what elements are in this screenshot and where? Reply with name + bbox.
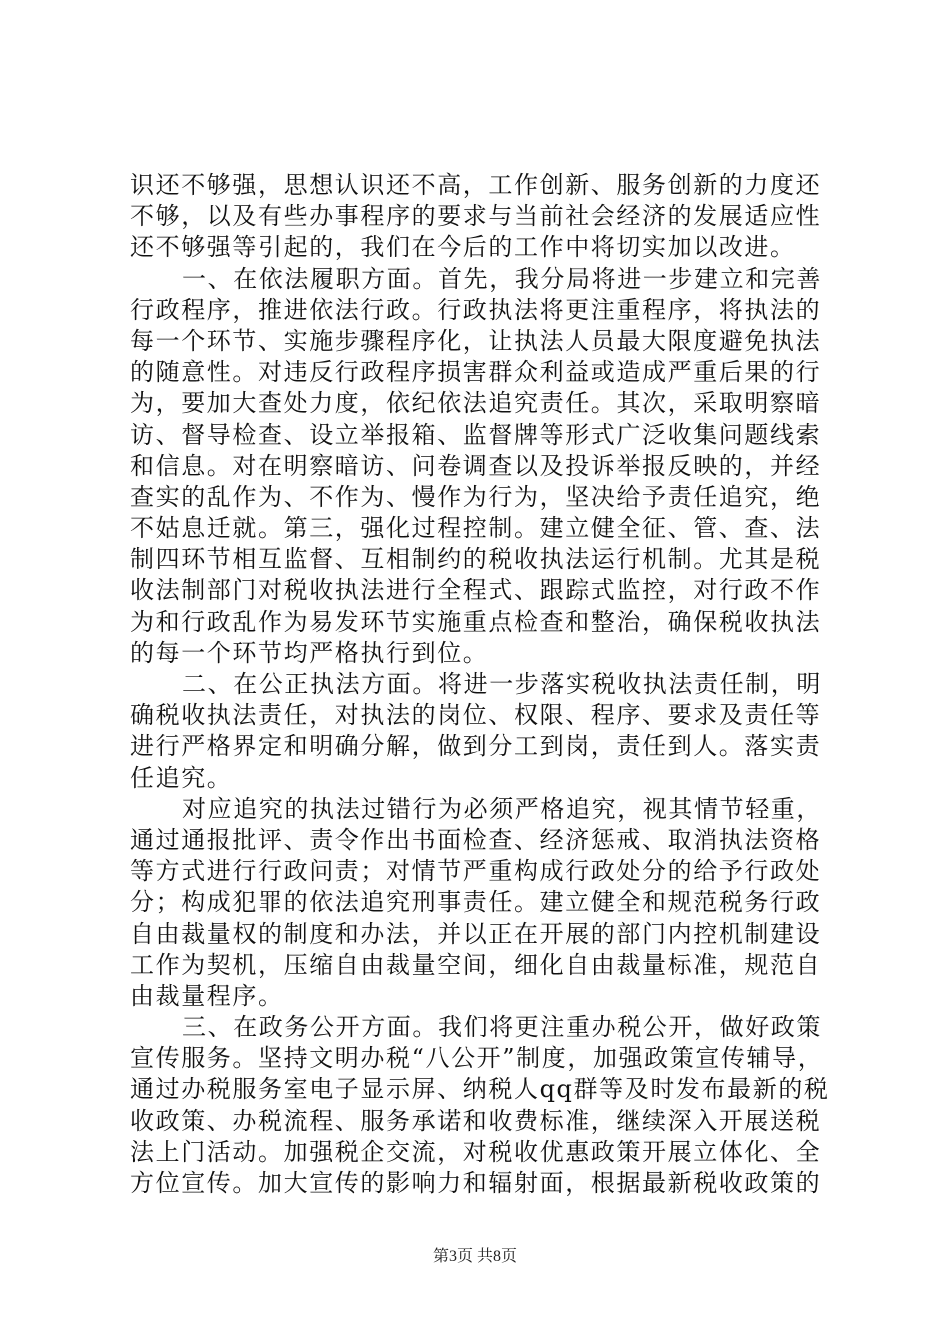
text-line: 法上门活动。加强税企交流，对税收优惠政策开展立体化、全 [130,1137,822,1166]
text-line: 收政策、办税流程、服务承诺和收费标准，继续深入开展送税 [130,1106,822,1135]
text-line: 自由裁量权的制度和办法，并以正在开展的部门内控机制建设 [130,919,822,948]
text-line: 三、在政务公开方面。我们将更注重办税公开，做好政策 [182,1013,822,1042]
text-line: 任追究。 [130,763,233,792]
text-line: 通过办税服务室电子显示屏、纳税人qq群等及时发布最新的税 [130,1075,830,1104]
text-line: 的随意性。对违反行政程序损害群众利益或造成严重后果的行 [130,358,822,387]
text-line: 由裁量程序。 [130,981,284,1010]
text-line: 访、督导检查、设立举报箱、监督牌等形式广泛收集问题线索 [130,420,822,449]
text-line: 查实的乱作为、不作为、慢作为行为，坚决给予责任追究，绝 [130,482,822,511]
text-line: 不够，以及有些办事程序的要求与当前社会经济的发展适应性 [130,202,822,231]
text-line: 为和行政乱作为易发环节实施重点检查和整治，确保税收执法 [130,607,822,636]
page-number-footer: 第3页 共8页 [432,1248,517,1265]
text-line: 行政程序，推进依法行政。行政执法将更注重程序，将执法的 [130,295,822,324]
text-line: 制四环节相互监督、互相制约的税收执法运行机制。尤其是税 [130,545,822,574]
text-line: 对应追究的执法过错行为必须严格追究，视其情节轻重， [182,794,822,823]
text-line: 的每一个环节均严格执行到位。 [130,638,489,667]
text-line: 识还不够强，思想认识还不高，工作创新、服务创新的力度还 [130,171,822,199]
text-line: 为，要加大查处力度，依纪依法追究责任。其次，采取明察暗 [130,389,822,418]
text-line: 收法制部门对税收执法进行全程式、跟踪式监控，对行政不作 [130,576,822,605]
text-line: 方位宣传。加大宣传的影响力和辐射面，根据最新税收政策的 [130,1169,822,1197]
text-line: 等方式进行行政问责；对情节严重构成行政处分的给予行政处 [130,857,822,886]
document-body [130,170,830,1199]
text-line: 分；构成犯罪的依法追究刑事责任。建立健全和规范税务行政 [130,888,822,917]
text-line: 不姑息迁就。第三，强化过程控制。建立健全征、管、查、法 [130,514,822,543]
text-line: 进行严格界定和明确分解，做到分工到岗，责任到人。落实责 [130,732,822,761]
text-line: 工作为契机，压缩自由裁量空间，细化自由裁量标准，规范自 [130,950,822,979]
text-line: 和信息。对在明察暗访、问卷调查以及投诉举报反映的，并经 [130,451,822,480]
text-line: 宣传服务。坚持文明办税“八公开”制度，加强政策宣传辅导， [130,1044,824,1073]
text-line: 二、在公正执法方面。将进一步落实税收执法责任制，明 [182,670,822,698]
text-line: 确税收执法责任，对执法的岗位、权限、程序、要求及责任等 [130,701,822,730]
text-line: 还不够强等引起的，我们在今后的工作中将切实加以改进。 [130,233,796,262]
text-line: 每一个环节、实施步骤程序化，让执法人员最大限度避免执法 [130,326,822,355]
text-line: 通过通报批评、责令作出书面检查、经济惩戒、取消执法资格 [130,825,822,854]
text-line: 一、在依法履职方面。首先，我分局将进一步建立和完善 [182,264,822,293]
